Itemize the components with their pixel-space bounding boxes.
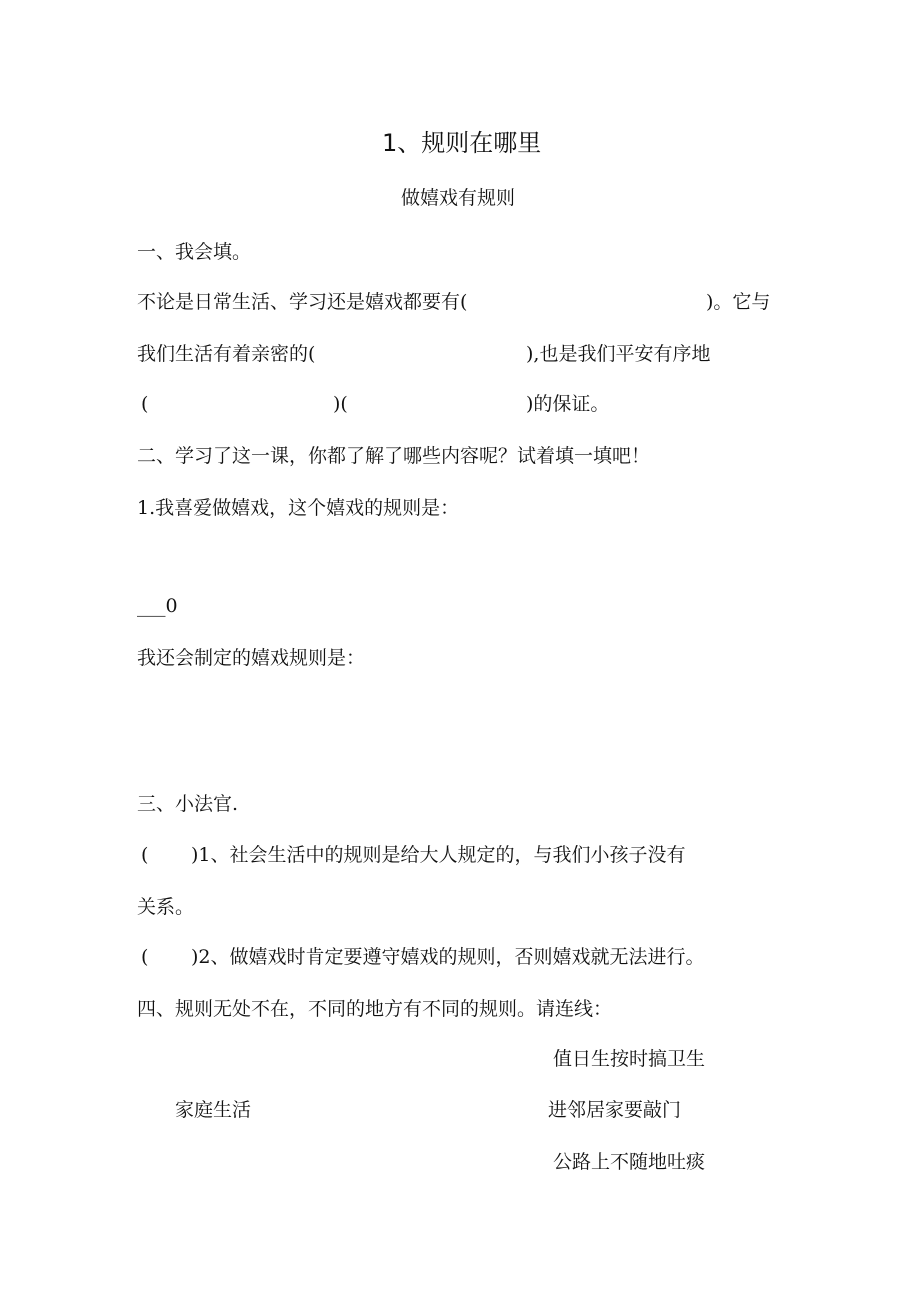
section3-item2-paren: ( bbox=[141, 946, 149, 968]
matching-right-item: 值日生按时搞卫生 bbox=[553, 1048, 706, 1070]
section1-line1-end: )。它与 bbox=[706, 291, 771, 313]
section1-line3-open: ( bbox=[141, 393, 149, 415]
section4-heading: 四、规则无处不在，不同的地方有不同的规则。请连线： bbox=[137, 998, 613, 1020]
section3-item2-text: )2、做嬉戏时肯定要遵守嬉戏的规则，否则嬉戏就无法进行。 bbox=[191, 946, 705, 968]
matching-right-item: 进邻居家要敲门 bbox=[548, 1099, 682, 1121]
section3-item1-paren: ( bbox=[141, 844, 149, 866]
section2-answer-blank: ___0 bbox=[137, 595, 178, 617]
section1-line2-end: ),也是我们平安有序地 bbox=[526, 343, 711, 365]
section1-line1-start: 不论是日常生活、学习还是嬉戏都要有( bbox=[137, 291, 468, 313]
section2-heading: 二、学习了这一课，你都了解了哪些内容呢？试着填一填吧！ bbox=[137, 445, 651, 467]
section1-heading: 一、我会填。 bbox=[137, 241, 252, 263]
page-title: 1、规则在哪里 bbox=[382, 129, 542, 157]
section2-question1: 1.我喜爱做嬉戏，这个嬉戏的规则是： bbox=[137, 497, 460, 519]
section1-line3-mid: )( bbox=[333, 393, 348, 415]
section2-question2: 我还会制定的嬉戏规则是： bbox=[137, 647, 366, 669]
section1-line3-end: )的保证。 bbox=[526, 393, 610, 415]
page-subtitle: 做嬉戏有规则 bbox=[401, 187, 516, 209]
section3-item1-continued: 关系。 bbox=[137, 896, 195, 918]
matching-right-item: 公路上不随地吐痰 bbox=[553, 1151, 706, 1173]
section3-item1-text: )1、社会生活中的规则是给大人规定的，与我们小孩子没有 bbox=[191, 844, 686, 866]
section1-line2-start: 我们生活有着亲密的( bbox=[137, 343, 316, 365]
matching-left-item: 家庭生活 bbox=[175, 1099, 252, 1121]
section3-heading: 三、小法官. bbox=[137, 793, 239, 815]
